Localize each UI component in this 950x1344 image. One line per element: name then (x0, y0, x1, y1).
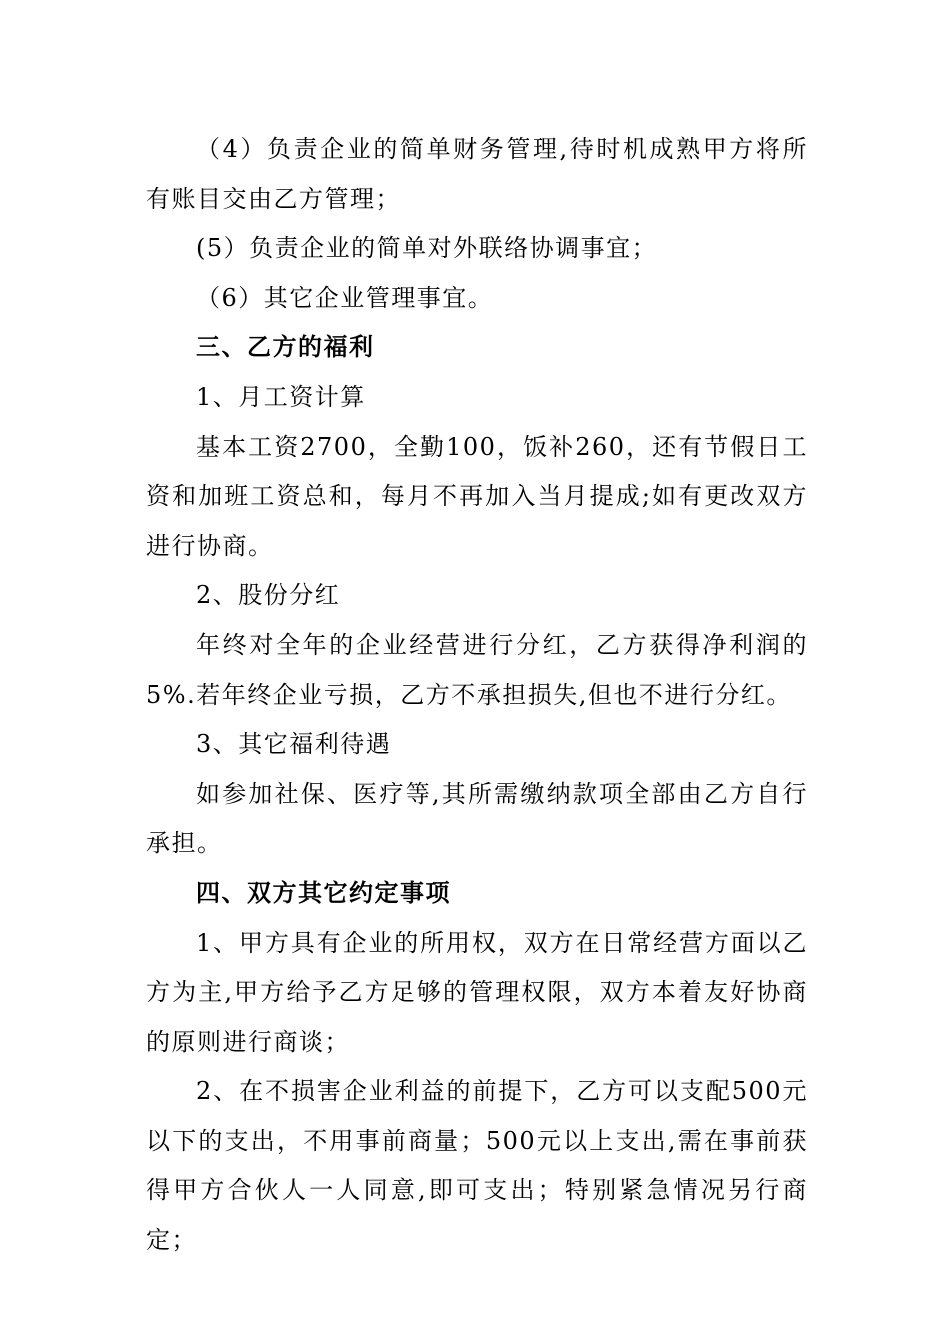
paragraph-salary-detail: 基本工资2700，全勤100，饭补260，还有节假日工资和加班工资总和，每月不再加入当月提成;如有更改双方进行协商。 (146, 432, 808, 560)
paragraph-other-duty: （6）其它企业管理事宜。 (196, 283, 494, 312)
subheading-dividend: 2、股份分红 (196, 581, 341, 610)
subheading-monthly-salary: 1、月工资计算 (196, 382, 366, 411)
paragraph-liaison-duty: (5）负责企业的简单对外联络协调事宜； (196, 234, 658, 263)
paragraph-ownership-agreement: 1、甲方具有企业的所用权，双方在日常经营方面以乙方为主,甲方给予乙方足够的管理权限，双方本着友好协商的原则进行商谈； (146, 928, 808, 1056)
paragraph-other-benefits-detail: 如参加社保、医疗等,其所需缴纳款项全部由乙方自行承担。 (146, 779, 808, 858)
document-body (146, 125, 808, 1266)
section-heading-other-agreements: 四、双方其它约定事项 (196, 878, 451, 907)
paragraph-finance-duty: （4）负责企业的简单财务管理,待时机成熟甲方将所有账目交由乙方管理； (146, 135, 808, 213)
subheading-other-benefits: 3、其它福利待遇 (196, 730, 392, 759)
paragraph-expense-agreement: 2、在不损害企业利益的前提下，乙方可以支配500元以下的支出，不用事前商量；500元以上支出,需在事前获得甲方合伙人一人同意,即可支出；特别紧急情况另行商定； (146, 1077, 808, 1255)
section-heading-benefits: 三、乙方的福利 (196, 333, 375, 362)
paragraph-dividend-detail: 年终对全年的企业经营进行分红，乙方获得净利润的5%.若年终企业亏损，乙方不承担损失,但也不进行分红。 (146, 630, 808, 709)
